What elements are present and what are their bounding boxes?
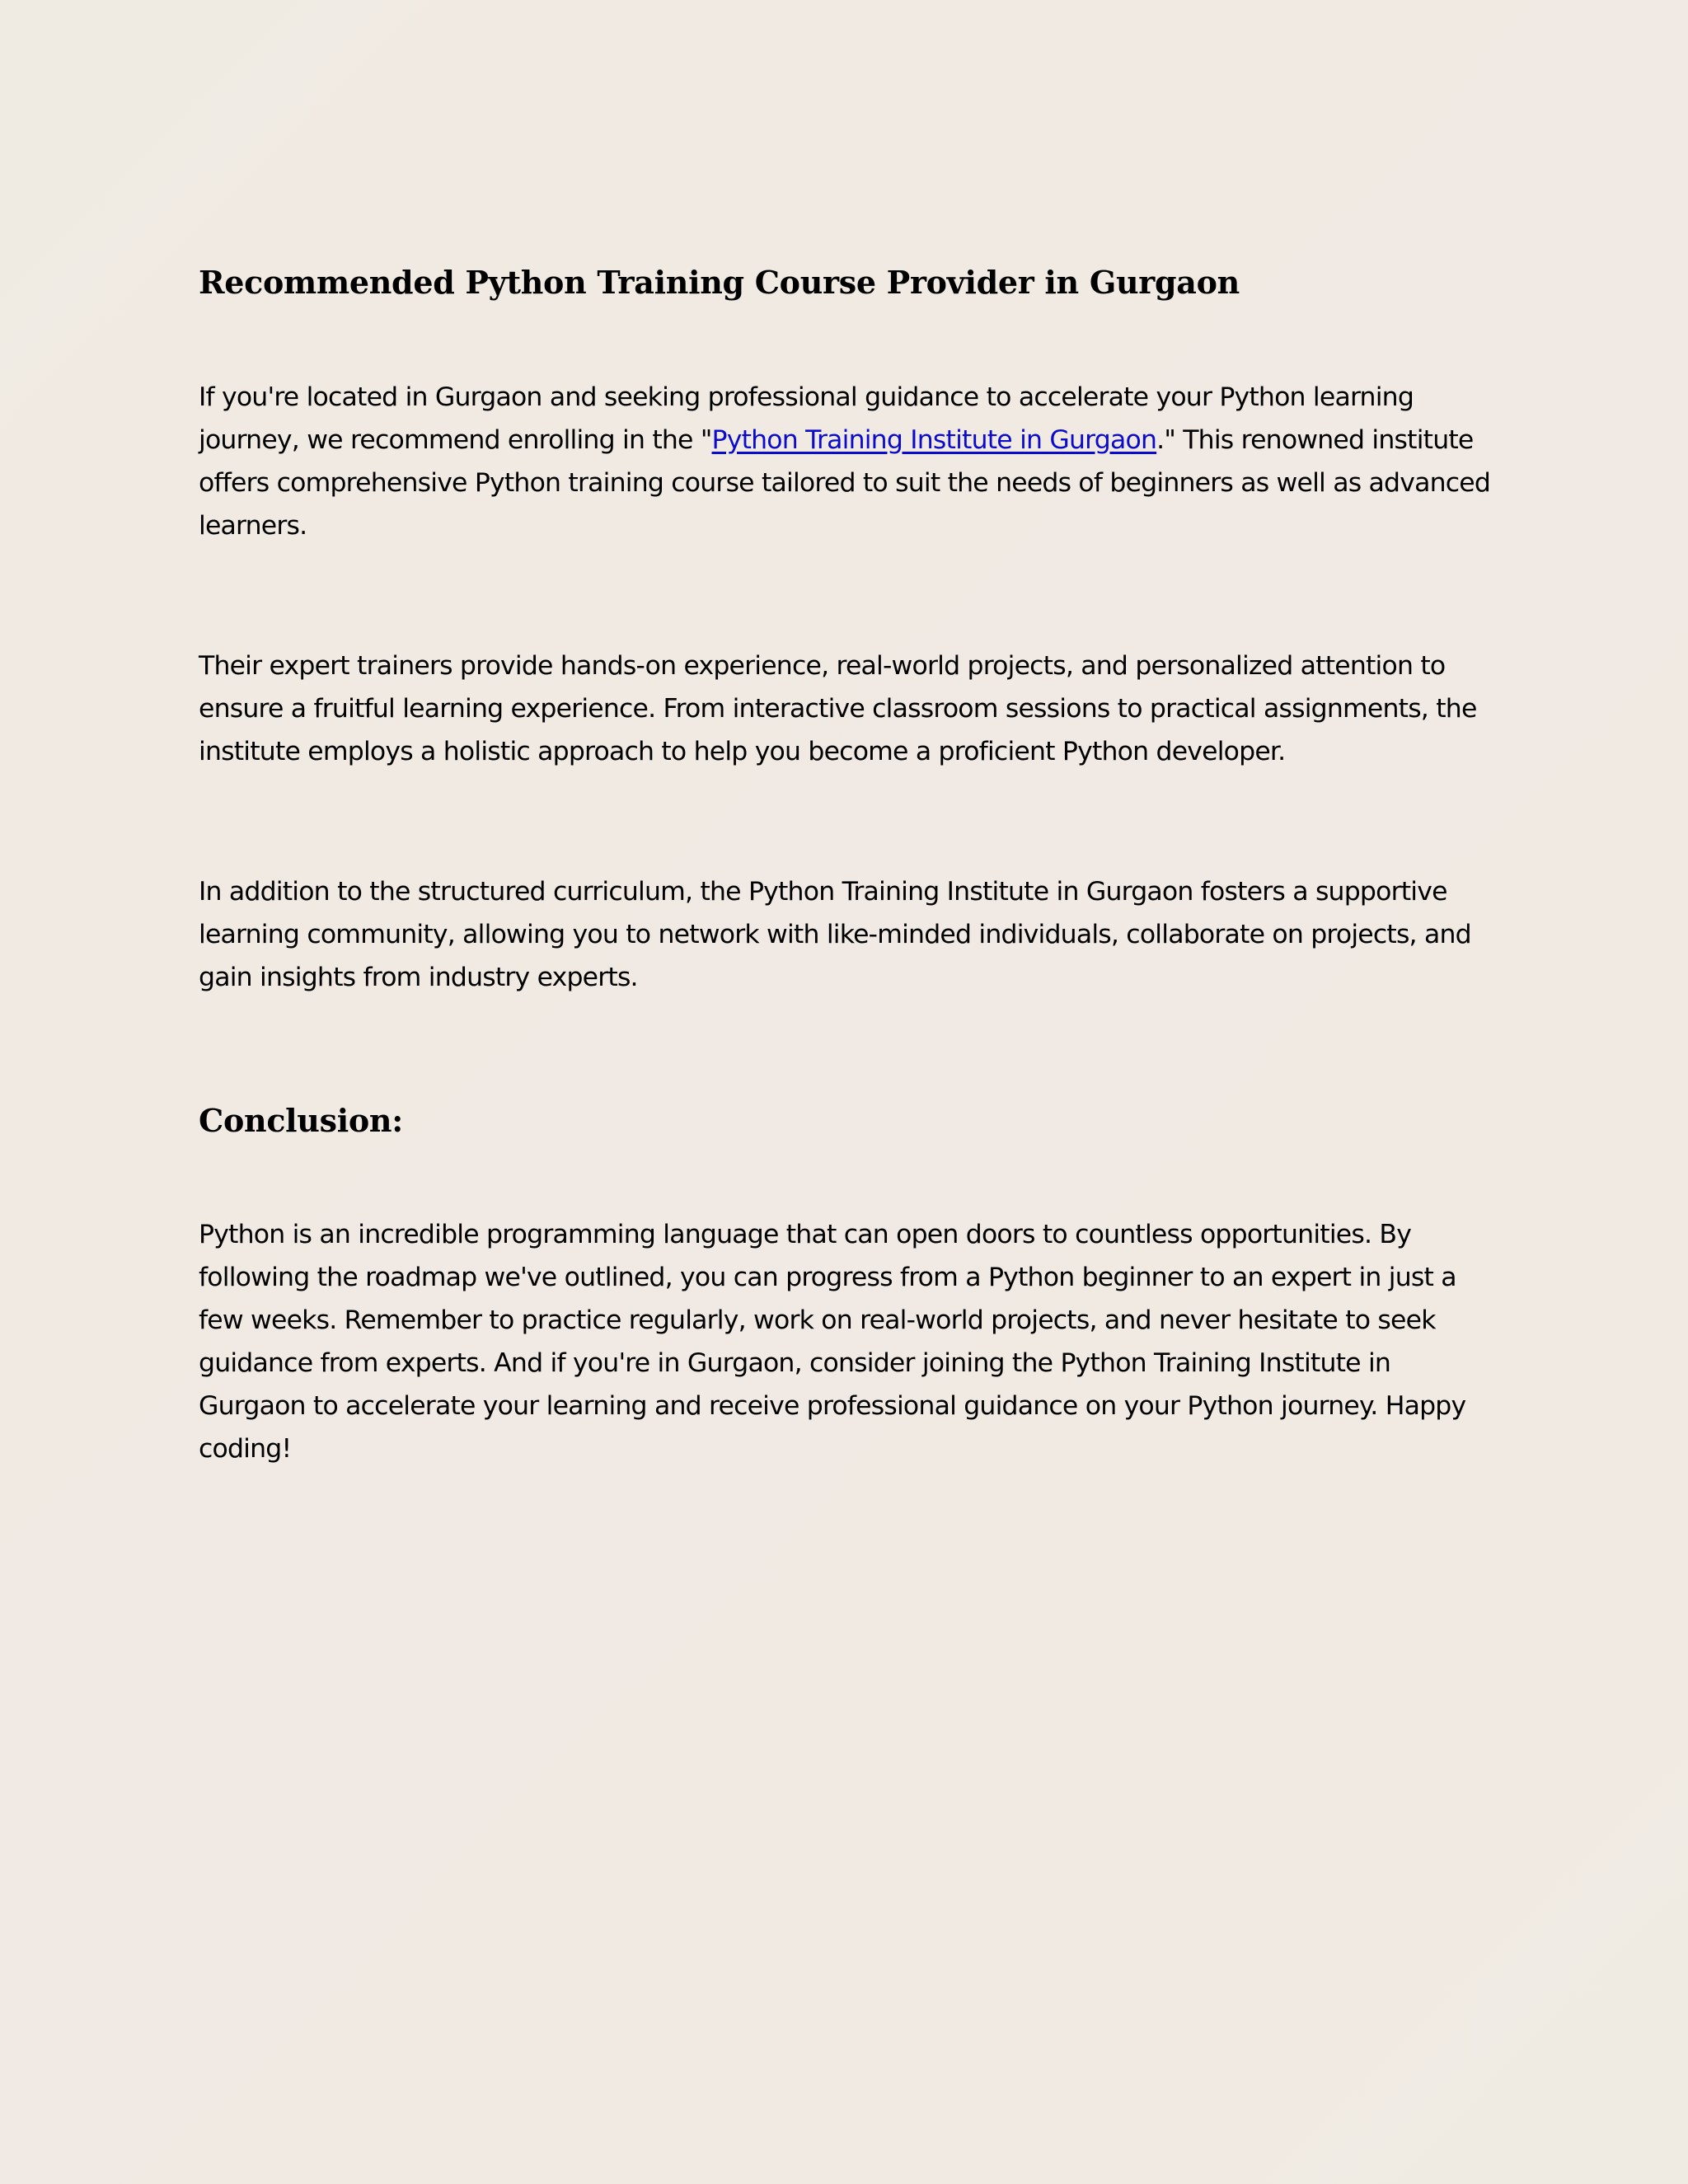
section-heading-recommended-provider: Recommended Python Training Course Provider in Gurgaon <box>199 264 1240 301</box>
paragraph-community: In addition to the structured curriculum, the Python Training Institute in Gurgaon fosters a supportive learning community, allowing you to network with like-minded individuals, collaborate on projects, and gain insights from industry experts. <box>199 876 1471 992</box>
paragraph-conclusion: Python is an incredible programming language that can open doors to countless opportunities. By following the roadmap we've outlined, you can progress from a Python beginner to an expert in just a few weeks. Remember to practice regularly, work on real-world projects, and never hesitate to seek guidance from experts. And if you're in Gurgaon, consider joining the Python Training Institute in Gurgaon to accelerate your learning and receive professional guidance on your Python journey. Happy coding! <box>199 1220 1466 1465</box>
paragraph-intro <box>199 376 1493 547</box>
paragraph-intro-text-after: ." This renowned institute offers comprehensive Python training course tailored to suit the needs of beginners as well as advanced learners. <box>199 424 1491 541</box>
paragraph-intro-text-before: If you're located in Gurgaon and seeking professional guidance to accelerate your Python learning journey, we recommend enrolling in the " <box>199 382 1414 455</box>
paragraph-expert-trainers: Their expert trainers provide hands-on experience, real-world projects, and personalized attention to ensure a fruitful learning experience. From interactive classroom sessions to practical assignments, the institute employs a holistic approach to help you become a proficient Python developer. <box>199 650 1477 766</box>
python-training-institute-link[interactable]: Python Training Institute in Gurgaon <box>711 424 1157 455</box>
document-body <box>199 264 1493 1470</box>
section-heading-conclusion: Conclusion: <box>199 1101 403 1139</box>
